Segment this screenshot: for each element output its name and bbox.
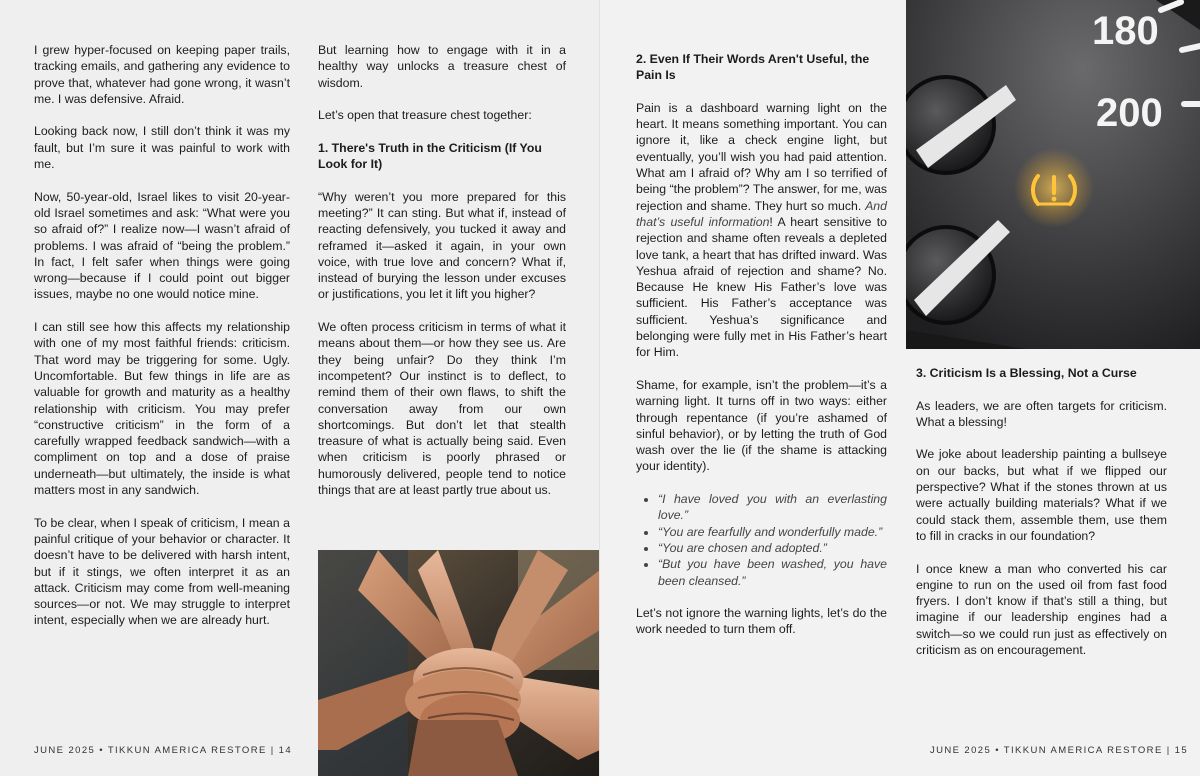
list-item: • “You are fearfully and wonderfully made.” (658, 524, 887, 540)
right-column-1 (636, 51, 887, 654)
section-heading-1: 1. There's Truth in the Criticism (If You Look for It) (318, 140, 542, 172)
paragraph: As leaders, we are often targets for criticism. What a blessing! (916, 398, 1167, 429)
paragraph (636, 100, 887, 361)
paragraph: Now, 50-year-old, Israel likes to visit 20-year-old Israel sometimes and ask: “What were you so afraid of?” I realize now—I wasn’t afraid of problems. I was afraid of “being the problem.” In fact, I felt safer when things were going wrong—because if I could point out bigger issues, maybe no one would notice mine. (34, 189, 290, 302)
paragraph: I once knew a man who converted his car engine to run on the used oil from fast food fryers. I don’t know if that’s still a thing, but imagine if our leadership engines had a switch—so we could run just as effectively on criticism as on encouragement. (916, 561, 1167, 658)
stacked-hands-photo (318, 550, 600, 776)
list-item: • “I have loved you with an everlasting love.” (658, 491, 887, 524)
paragraph: To be clear, when I speak of criticism, I mean a painful critique of your behavior or character. It doesn’t have to be delivered with harsh intent, but if it stings, we often interpret it as an attack. Criticism may come from well-meaning sources—or not. We may struggle to interpret intent, especially when we are already hurt. (34, 515, 290, 628)
dashboard-warning-light-photo (906, 0, 1200, 349)
paragraph: We joke about leadership painting a bullseye on our backs, but what if we flipped our perspective? What if the stones thrown at us were actually building materials? What if we could stack them, assemble them, use them to fill in cracks in our foundation? (916, 447, 1167, 543)
paragraph: I grew hyper-focused on keeping paper trails, tracking emails, and gathering any evidence to prove that, whatever had gone wrong, it wasn’t me. I was defensive. Afraid. (34, 43, 290, 106)
gauge-label-200: 200 (1096, 91, 1163, 135)
gauge-label-180: 180 (1092, 9, 1159, 53)
paragraph: Shame, for example, isn’t the problem—it’s a warning light. It turns off in two ways: either through repentance (if you’re ashamed of sinful behavior), or by letting the truth of God wash over the lie (if the shame is attacking your identity). (636, 377, 887, 474)
tire-pressure-warning-icon (1014, 148, 1094, 228)
page-footer-right: JUNE 2025 • TIKKUN AMERICA RESTORE | 15 (929, 745, 1188, 756)
list-item: • “But you have been washed, you have been cleansed.” (658, 556, 887, 589)
paragraph-text: Pain is a dashboard warning light on the heart. It means something important. You can ignore it, like a check engine light, but eventually, you’ll wish you had paid attention. What am I afraid of? Why am I so terrified of being “the problem”? The answer, for me, was rejection and shame. They hurt so much. (636, 100, 887, 213)
paragraph: I can still see how this affects my relationship with one of my most faithful friends: criticism. That word may be triggering for some. Ugly. Uncomfortable. But few things in life are as valuable for growth and maturity as a healthy relationship with criticism. You may prefer “constructive criticism” in the form of a carefully wrapped feedback sandwich—with a compliment on top and a dose of praise underneath—but ultimately, the inside is what matters most in any sandwich. (34, 320, 290, 498)
section-heading-3: 3. Criticism Is a Blessing, Not a Curse (916, 366, 1137, 380)
paragraph: Looking back now, I still don’t think it was my fault, but I’m sure it was painful to work with me. (34, 124, 290, 172)
left-column-1 (34, 42, 290, 645)
paragraph: Let’s open that treasure chest together: (318, 108, 532, 123)
paragraph: But learning how to engage with it in a healthy way unlocks a treasure chest of wisdom. (318, 43, 566, 90)
left-column-2 (318, 42, 566, 515)
list-item: • “You are chosen and adopted.” (658, 540, 887, 556)
scripture-quote-list (636, 491, 887, 589)
paragraph: “Why weren’t you more prepared for this meeting?” It can sting. But what if, instead of reacting defensively, you tucked it away and reframed it—asked it again, in your own voice, with true love and concern? What if, instead of burying the lesson under excuses or justifications, you let it lift you higher? (318, 189, 566, 302)
paragraph: Let’s not ignore the warning lights, let’s do the work needed to turn them off. (636, 606, 887, 637)
section-heading-2: 2. Even If Their Words Aren't Useful, the Pain Is (636, 52, 870, 83)
right-column-2 (916, 365, 1167, 675)
paragraph-text: ! A heart sensitive to rejection and shame often reveals a depleted love tank, a heart that has drifted inward. Was Yeshua afraid of rejection and shame? No. Because He knew His Father’s love was sufficient. His Father’s acceptance was sufficient. Yeshua’s significance and belonging were fully met in His Father’s heart for Him. (636, 214, 887, 360)
paragraph: We often process criticism in terms of what it means about them—or how they see us. Are they being unfair? Do they think I’m incompetent? Our instinct is to deflect, to remind them of their own flaws, to shift the conversation away from our own shortcomings. But don’t let that stealth treasure of what is actually being said. Even when criticism is poorly phrased or humorously delivered, people tend to notice things that are at least partly true about us. (318, 320, 566, 498)
emphasis-text: And that’s useful information (636, 198, 887, 229)
page-footer-left: JUNE 2025 • TIKKUN AMERICA RESTORE | 14 (34, 745, 293, 756)
